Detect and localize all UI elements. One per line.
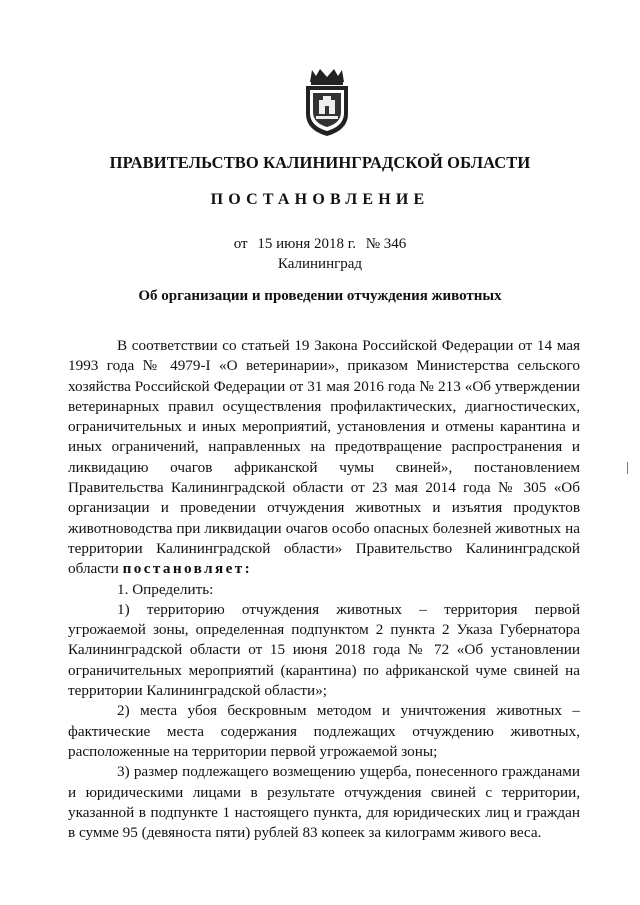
- document-number: 346: [383, 236, 407, 252]
- organization-title: ПРАВИТЕЛЬСТВО КАЛИНИНГРАДСКОЙ ОБЛАСТИ: [109, 153, 531, 172]
- document-body: [68, 336, 580, 843]
- date-prefix: от: [233, 236, 248, 252]
- document-date: 15 июня 2018 г.: [257, 236, 356, 252]
- list-item-3: 3) размер подлежащего возмещению ущерба, понесенного гражданами и юридическими лицами в результате отчуждения свиней с территории, указанной в подпункте 1 настоящего пункта, для юридических лиц и граждан в сумме 95 (девяноста пяти) рублей 83 копеек за килограмм живого веса.: [68, 763, 580, 842]
- decree-word: постановляет:: [122, 560, 253, 578]
- document-subject: Об организации и проведении отчуждения животных: [138, 288, 502, 304]
- list-intro: 1. Определить:: [117, 580, 214, 598]
- preamble-text: В соответствии со статьей 19 Закона Российской Федерации от 14 мая 1993 года № 4979-I «О ветеринарии», приказом Министерства сельского хозяйства Российской Федерации от 31 мая 2016 года № 213 «Об утверждении ветеринарных правил осуществления профилактических, диагностических, ограничительных и иных мероприятий, установления и отмены карантина и иных ограничений, направленных на предотвращение распространения и ликвидацию очагов африканской чумы свиней», постановлением Правительства Калининградской области от 23 мая 2014 года № 305 «Об организации и проведении отчуждения животных и изъятия продуктов животноводства при ликвидации очагов особо опасных болезней животных на территории Калининградской области» Правительство Калининградской области: [68, 337, 580, 578]
- document-type-title: ПОСТАНОВЛЕНИЕ: [210, 191, 430, 208]
- date-line: [0, 236, 640, 253]
- city-name: Калининград: [277, 256, 363, 272]
- coat-of-arms-emblem: [302, 66, 352, 138]
- margin-mark: [627, 462, 628, 474]
- list-item-1: 1) территорию отчуждения животных – территория первой угрожаемой зоны, определенная подпунктом 2 пункта 2 Указа Губернатора Калининградской области от 15 июня 2018 года № 72 «Об установлении ограничительных мероприятий (карантина) по африканской чуме свиней на территории Калининградской области»;: [68, 600, 580, 700]
- preamble-paragraph: [68, 336, 580, 580]
- list-item-2: 2) места убоя бескровным методом и уничтожения животных – фактические места содержания подлежащих отчуждению животных, расположенные на территории первой угрожаемой зоны;: [68, 702, 580, 760]
- number-label: №: [365, 236, 381, 252]
